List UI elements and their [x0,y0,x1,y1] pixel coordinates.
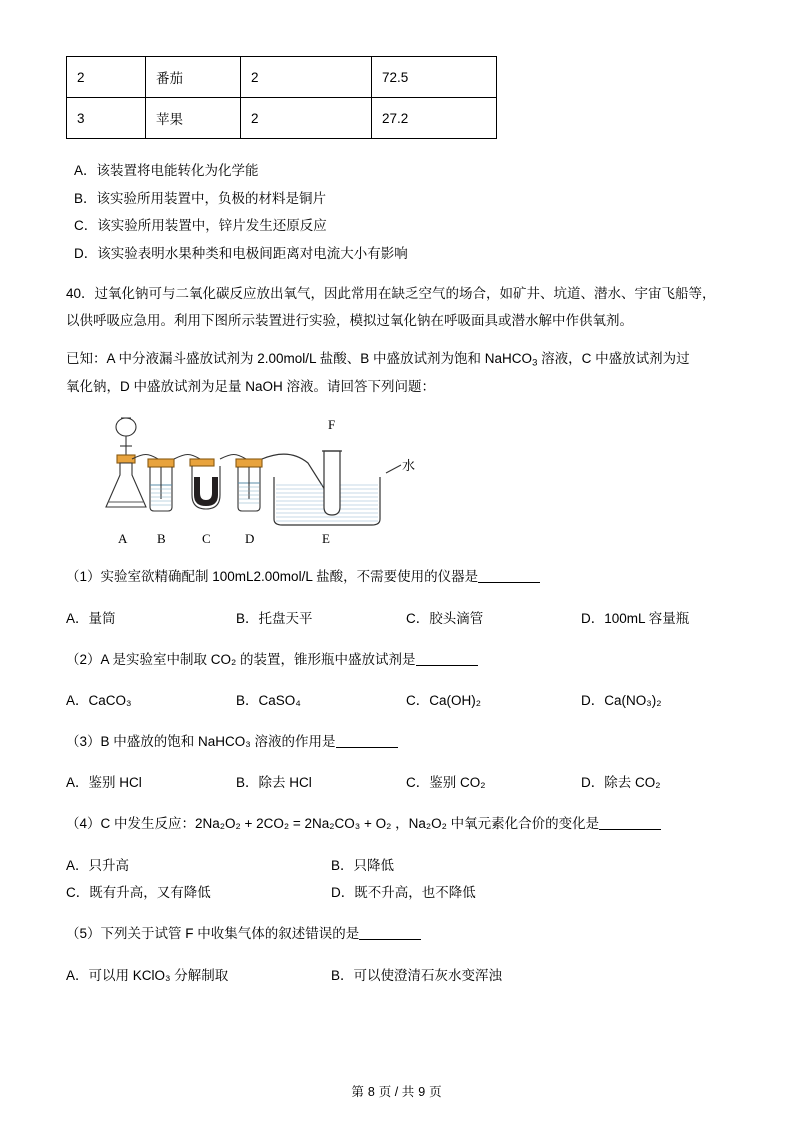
cell-fruit: 番茄 [146,57,241,98]
q40-sub2-option-d: D．Ca(NO₃)₂ [581,692,662,708]
q40-sub1-option-b: B．托盘天平 [236,610,313,626]
q39-options [74,157,727,268]
answer-blank [416,651,478,666]
q40-sub3-option-d: D．除去 CO₂ [581,775,661,791]
q40-sub2-prompt [66,646,727,674]
q40-sub3-prompt-text: （3）B 中盛放的饱和 NaHCO₃ 溶液的作用是 [66,734,336,750]
q39-option-b: B．该实验所用装置中，负极的材料是铜片 [74,190,327,206]
footer-page-number: 8 [367,1085,375,1099]
figure-label-B: B [157,530,166,546]
q40-sub2-option-c: C．Ca(OH)₂ [406,692,481,708]
cell-distance: 2 [241,98,372,139]
known-text-b: 溶液，C 中盛放试剂为过 [537,351,690,367]
answer-blank [359,926,421,941]
q40-sub2 [66,646,727,715]
q40-sub4-option-d: D．既不升高，也不降低 [331,885,476,901]
q40-sub4-option-a: A．只升高 [66,857,130,873]
cell-index: 2 [67,57,146,98]
q40-sub4-prompt [66,810,727,838]
q40-sub3-option-a: A．鉴别 HCl [66,775,142,791]
q40-sub4-option-b: B．只降低 [331,857,395,873]
q40-sub2-option-b: B．CaSO₄ [236,692,301,708]
q40-known-line2: 氧化钠，D 中盛放试剂为足量 NaOH 溶液。请回答下列问题： [66,379,436,395]
cell-current: 72.5 [372,57,497,98]
figure-label-F: F [328,416,336,432]
q40-sub3-prompt [66,728,727,756]
q40-sub5-option-b: B．可以使澄清石灰水变浑浊 [331,967,503,983]
page-footer [0,1082,793,1100]
footer-prefix: 第 [351,1085,364,1099]
answer-blank [478,569,540,584]
table-row [67,98,497,139]
q40-sub3 [66,728,727,797]
q40-sub3-option-c: C．鉴别 CO₂ [406,775,486,791]
q40-sub5-prompt-text: （5）下列关于试管 F 中收集气体的叙述错误的是 [66,926,360,942]
known-text-a: 已知：A 中分液漏斗盛放试剂为 2.00mol/L 盐酸、B 中盛放试剂为饱和 NaHCO [66,351,533,367]
q40-known-line1 [66,345,727,373]
q40-sub4 [66,810,727,907]
table-row [67,57,497,98]
q40-sub4-prompt-text: （4）C 中发生反应：2Na₂O₂ + 2CO₂ = 2Na₂CO₃ + O₂ ，Na₂O₂ 中氧元素化合价的变化是 [66,816,600,832]
q40-sub2-prompt-text: （2）A 是实验室中制取 CO₂ 的装置，锥形瓶中盛放试剂是 [66,651,416,667]
q40-stem-line1: 40．过氧化钠可与二氧化碳反应放出氧气，因此常用在缺乏空气的场合，如矿井、坑道、潜水、宇宙飞船等， [66,285,716,301]
q40-sub5-options [66,962,727,990]
q40-sub1-prompt [66,563,727,591]
known-sub: 3 [532,357,538,369]
q40-sub2-options [66,687,727,715]
answer-blank [599,816,661,831]
q39-option-c: C．该实验所用装置中，锌片发生还原反应 [74,218,327,234]
cell-current: 27.2 [372,98,497,139]
q40-stem-line2: 以供呼吸应急用。利用下图所示装置进行实验，模拟过氧化钠在呼吸面具或潜水解中作供氧剂。 [66,313,633,329]
q40-sub5-prompt [66,920,727,948]
q40-sub5-option-a: A．可以用 KClO₃ 分解制取 [66,967,229,983]
q40-stem [66,280,727,335]
figure-label-water: 水 [402,457,416,473]
q40-sub5 [66,920,727,989]
apparatus-diagram [86,415,516,550]
q39-option-a: A．该装置将电能转化为化学能 [74,163,259,178]
q40-sub4-option-c: C．既有升高，又有降低 [66,885,211,901]
footer-suffix: 页 [429,1085,442,1099]
q39-option-d: D．该实验表明水果种类和电极间距离对电流大小有影响 [74,246,408,262]
answer-blank [336,734,398,749]
footer-total-pages: 9 [418,1085,426,1099]
q40-sub4-options-row1 [66,852,727,880]
q40-sub3-option-b: B．除去 HCl [236,775,312,791]
q40-sub1 [66,563,727,632]
figure-label-A: A [118,530,128,546]
figure-label-D: D [245,530,255,546]
fruit-battery-table [66,56,497,139]
q40-sub1-option-d: D．100mL 容量瓶 [581,610,690,626]
q40-known [66,345,727,401]
q40-sub3-options [66,769,727,797]
q40-sub2-option-a: A．CaCO₃ [66,692,132,708]
figure-label-C: C [202,530,211,546]
q40-sub1-prompt-text: （1）实验室欲精确配制 100mL2.00mol/L 盐酸，不需要使用的仪器是 [66,569,479,585]
cell-fruit: 苹果 [146,98,241,139]
cell-index: 3 [67,98,146,139]
q40-sub1-option-c: C．胶头滴管 [406,610,484,626]
q40-sub1-options [66,605,727,633]
q40-sub1-option-a: A．量筒 [66,610,116,626]
q40-sub4-options-row2 [66,879,727,907]
figure-label-E: E [322,530,330,546]
footer-mid: 页 / 共 [378,1085,415,1099]
apparatus-figure [86,415,516,550]
cell-distance: 2 [241,57,372,98]
